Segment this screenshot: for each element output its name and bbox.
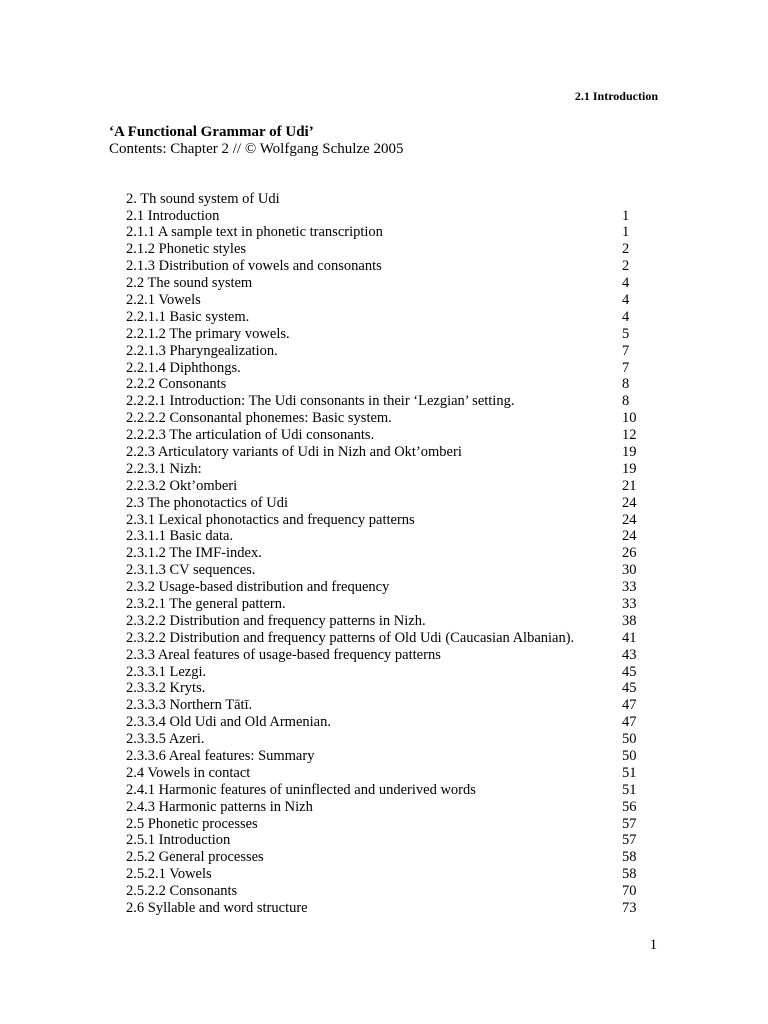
page-number: 1 (649, 937, 657, 953)
toc-entry-label: 2.2.2 Consonants (126, 376, 227, 393)
toc-entry-label: 2.5.2.1 Vowels (126, 866, 212, 883)
toc-entry (126, 748, 659, 765)
toc-entry (126, 714, 659, 731)
toc-entry-label: 2.4.3 Harmonic patterns in Nizh (126, 798, 313, 815)
toc-entry (126, 326, 659, 343)
toc-entry (126, 376, 659, 393)
toc-entry-label: 2.1.2 Phonetic styles (126, 241, 247, 258)
toc-entry-page: 24 (622, 528, 637, 545)
toc-entry-page: 57 (622, 832, 637, 849)
toc-entry (126, 849, 659, 866)
toc-entry-label: 2.4 Vowels in contact (126, 764, 251, 781)
toc-entry-page: 1 (622, 224, 630, 241)
toc-entry (126, 647, 659, 664)
toc-entry-page: 73 (622, 900, 637, 917)
toc-entry (126, 697, 659, 714)
toc-entry-label: 2.1 Introduction (126, 207, 220, 224)
toc-entry-label: 2.5.2 General processes (126, 849, 264, 866)
toc-entry-label: 2.4.1 Harmonic features of uninflected and underived words (126, 781, 476, 798)
toc-entry (126, 782, 659, 799)
toc-entry-page: 8 (622, 376, 630, 393)
toc-entry-page: 5 (622, 325, 630, 342)
toc-entry-page: 4 (622, 275, 630, 292)
toc-entry-label: 2.3.3 Areal features of usage-based frequency patterns (126, 646, 441, 663)
toc-entry (126, 680, 659, 697)
toc-entry (126, 883, 659, 900)
toc-entry (126, 410, 659, 427)
toc-entry-page: 41 (622, 629, 637, 646)
toc-entry-label: 2.2.2.1 Introduction: The Udi consonants in their ‘Lezgian’ setting. (126, 393, 515, 410)
toc-entry-label: 2.2.2.2 Consonantal phonemes: Basic system. (126, 410, 392, 427)
toc-entry-page: 2 (622, 258, 630, 275)
toc-entry-page: 24 (622, 511, 637, 528)
toc-entry (126, 731, 659, 748)
toc-entry-label: 2.1.1 A sample text in phonetic transcription (126, 224, 383, 241)
toc-entry-label: 2.2.1.1 Basic system. (126, 308, 250, 325)
toc-entry (126, 444, 659, 461)
toc-entry-label: 2.2.2.3 The articulation of Udi consonants. (126, 427, 375, 444)
toc-entry (126, 630, 659, 647)
toc-entry-label: 2.3.3.2 Kryts. (126, 680, 206, 697)
toc-entry (126, 224, 659, 241)
toc-entry-page: 19 (622, 443, 637, 460)
toc-entry-page: 58 (622, 849, 637, 866)
running-head: 2.1 Introduction (574, 89, 658, 103)
toc-entry-page: 4 (622, 308, 630, 325)
toc-entry-page: 56 (622, 798, 637, 815)
toc-entry (126, 461, 659, 478)
toc-entry (126, 596, 659, 613)
toc-entry-page: 1 (622, 207, 630, 224)
toc-entry-page: 7 (622, 359, 630, 376)
toc-entry-page: 10 (622, 410, 637, 427)
toc-entry (126, 241, 659, 258)
toc-entry (126, 613, 659, 630)
toc-entry-label: 2.2.3.2 Okt’omberi (126, 477, 238, 494)
toc-entry-label: 2.3.3.1 Lezgi. (126, 663, 207, 680)
toc-entry-label: 2.3.1.3 CV sequences. (126, 562, 256, 579)
toc-entry-page: 45 (622, 663, 637, 680)
toc-entry (126, 799, 659, 816)
toc-entry-label: 2.2.3 Articulatory variants of Udi in Nizh and Okt’omberi (126, 443, 462, 460)
toc-entry-label: 2.2.1.2 The primary vowels. (126, 325, 290, 342)
toc-entry-page: 7 (622, 342, 630, 359)
toc-entry (126, 343, 659, 360)
toc-entry-page: 70 (622, 883, 637, 900)
document-subtitle: Contents: Chapter 2 // © Wolfgang Schulze 2005 (109, 141, 404, 157)
toc-entry-page: 19 (622, 460, 637, 477)
toc-entry (126, 393, 659, 410)
toc-entry-label: 2.5 Phonetic processes (126, 815, 258, 832)
toc-entry-page: 38 (622, 612, 637, 629)
toc-entry (126, 765, 659, 782)
toc-entry-label: 2.3.1 Lexical phonotactics and frequency patterns (126, 511, 415, 528)
toc-entry (126, 528, 659, 545)
toc-entry-page: 2 (622, 241, 630, 258)
toc-entry-label: 2.2.1 Vowels (126, 291, 201, 308)
toc-entry-page: 26 (622, 545, 637, 562)
toc-entry-label: 2.3.3.5 Azeri. (126, 731, 205, 748)
toc-entry-page: 30 (622, 562, 637, 579)
toc-entry-label: 2.3.1.2 The IMF-index. (126, 545, 262, 562)
toc-entry (126, 478, 659, 495)
toc-entry (126, 208, 659, 225)
toc-entry-page: 50 (622, 748, 637, 764)
toc-entry-label: 2.2 The sound system (126, 275, 253, 292)
toc-entry (126, 427, 659, 444)
toc-entry-label: 2.6 Syllable and word structure (126, 900, 308, 917)
toc-entry-page: 21 (622, 477, 637, 494)
toc-entry-page: 45 (622, 680, 637, 697)
toc-entry-page: 47 (622, 714, 637, 731)
toc-entry (126, 360, 659, 377)
toc-entry (126, 900, 659, 917)
toc-entry-label: 2.3 The phonotactics of Udi (126, 494, 289, 511)
toc-entry-label: 2.3.1.1 Basic data. (126, 528, 234, 545)
toc-entry-page: 50 (622, 731, 637, 748)
toc-entry (126, 545, 659, 562)
toc-entry-page: 12 (622, 427, 637, 444)
toc-entry (126, 832, 659, 849)
toc-entry (126, 664, 659, 681)
toc-entry-page: 58 (622, 866, 637, 883)
toc-entry-label: 2.3.2 Usage-based distribution and frequency (126, 579, 390, 596)
document-title: ‘A Functional Grammar of Udi’ (109, 124, 314, 140)
toc-entry (126, 579, 659, 596)
toc-entry (126, 512, 659, 529)
toc-entry-label: 2.3.3.3 Northern Tātī. (126, 697, 253, 714)
toc-entry-label: 2.3.3.4 Old Udi and Old Armenian. (126, 714, 331, 731)
toc-entry-page: 33 (622, 579, 637, 596)
table-of-contents (126, 208, 659, 917)
toc-entry-label: 2.3.2.1 The general pattern. (126, 595, 286, 612)
toc-entry-label: 2.3.3.6 Areal features: Summary (126, 748, 315, 764)
toc-entry-label: 2.5.1 Introduction (126, 832, 231, 849)
toc-entry-page: 24 (622, 494, 637, 511)
toc-entry-page: 51 (622, 781, 637, 798)
toc-entry (126, 292, 659, 309)
toc-entry-label: 2.1.3 Distribution of vowels and consonants (126, 258, 382, 275)
toc-entry-page: 51 (622, 764, 637, 781)
toc-entry-label: 2.3.2.2 Distribution and frequency patterns of Old Udi (Caucasian Albanian). (126, 629, 575, 646)
toc-entry (126, 866, 659, 883)
toc-heading: 2. Th sound system of Udi (126, 191, 280, 207)
toc-entry-page: 8 (622, 393, 630, 410)
toc-entry (126, 562, 659, 579)
toc-entry-page: 33 (622, 595, 637, 612)
toc-entry-label: 2.2.1.3 Pharyngealization. (126, 342, 278, 359)
toc-entry-page: 47 (622, 697, 637, 714)
toc-entry-page: 4 (622, 291, 630, 308)
toc-entry-page: 43 (622, 646, 637, 663)
toc-entry (126, 495, 659, 512)
toc-entry-label: 2.3.2.2 Distribution and frequency patterns in Nizh. (126, 612, 426, 629)
toc-entry-label: 2.2.3.1 Nizh: (126, 460, 202, 477)
toc-entry (126, 275, 659, 292)
toc-entry-label: 2.2.1.4 Diphthongs. (126, 359, 241, 376)
toc-entry (126, 309, 659, 326)
toc-entry (126, 258, 659, 275)
toc-entry-label: 2.5.2.2 Consonants (126, 883, 238, 900)
toc-entry (126, 816, 659, 833)
toc-entry-page: 57 (622, 815, 637, 832)
